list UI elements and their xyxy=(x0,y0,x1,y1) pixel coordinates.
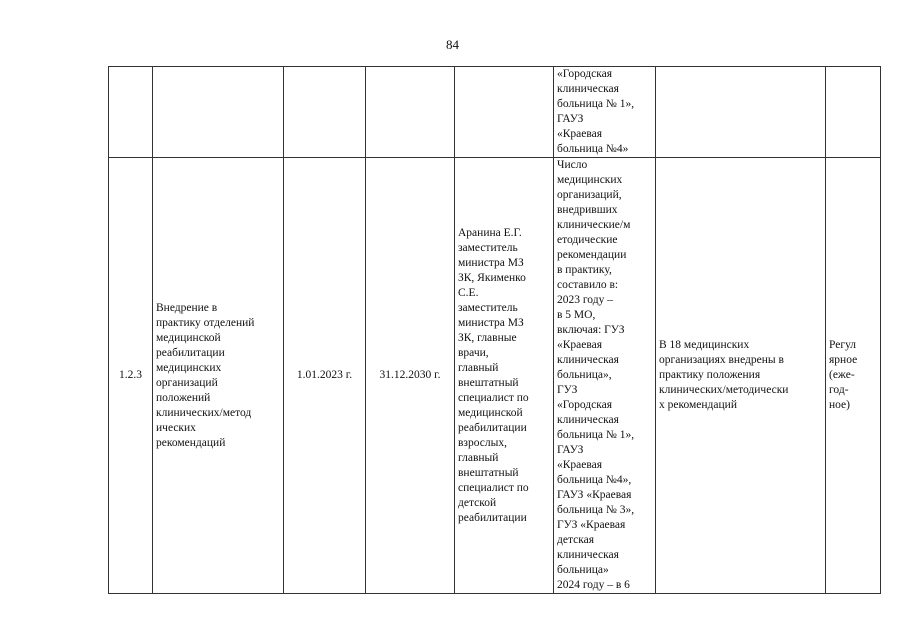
cell-activity xyxy=(153,67,284,158)
cell-responsible xyxy=(455,67,554,158)
cell-start-date: 1.01.2023 г. xyxy=(284,158,366,594)
cell-frequency xyxy=(826,67,881,158)
cell-result: «Городская клиническая больница № 1», ГАУЗ «Краевая больница №4» xyxy=(554,67,656,158)
cell-end-date xyxy=(366,67,455,158)
cell-indicator: В 18 медицинских организациях внедрены в практику положения клинических/методически х рекомендаций xyxy=(656,158,826,594)
table-row xyxy=(109,67,881,158)
cell-frequency: Регул ярное (еже- год- ное) xyxy=(826,158,881,594)
cell-responsible: Аранина Е.Г. заместитель министра МЗ ЗК, Якименко С.Е. заместитель министра МЗ ЗК, главные врачи, главный внештатный специалист по медицинской реабилитации взрослых, главный внештатный специалист по детской реабилитации xyxy=(455,158,554,594)
cell-result: Число медицинских организаций, внедривших клинические/м етодические рекомендации в практику, составило в: 2023 году – в 5 МО, включая: ГУЗ «Краевая клиническая больница», ГУЗ «Городская клиническая больница № 1», ГАУЗ «Краевая больница №4», ГАУЗ «Краевая больница № 3», ГУЗ «Краевая детская клиническая больница» 2024 году – в 6 xyxy=(554,158,656,594)
cell-activity: Внедрение в практику отделений медицинской реабилитации медицинских организаций положений клинических/метод ических рекомендаций xyxy=(153,158,284,594)
table-row xyxy=(109,158,881,594)
cell-number: 1.2.3 xyxy=(109,158,153,594)
cell-end-date: 31.12.2030 г. xyxy=(366,158,455,594)
plan-table xyxy=(108,66,881,594)
cell-start-date xyxy=(284,67,366,158)
cell-number xyxy=(109,67,153,158)
cell-indicator xyxy=(656,67,826,158)
page-number: 84 xyxy=(446,37,459,52)
